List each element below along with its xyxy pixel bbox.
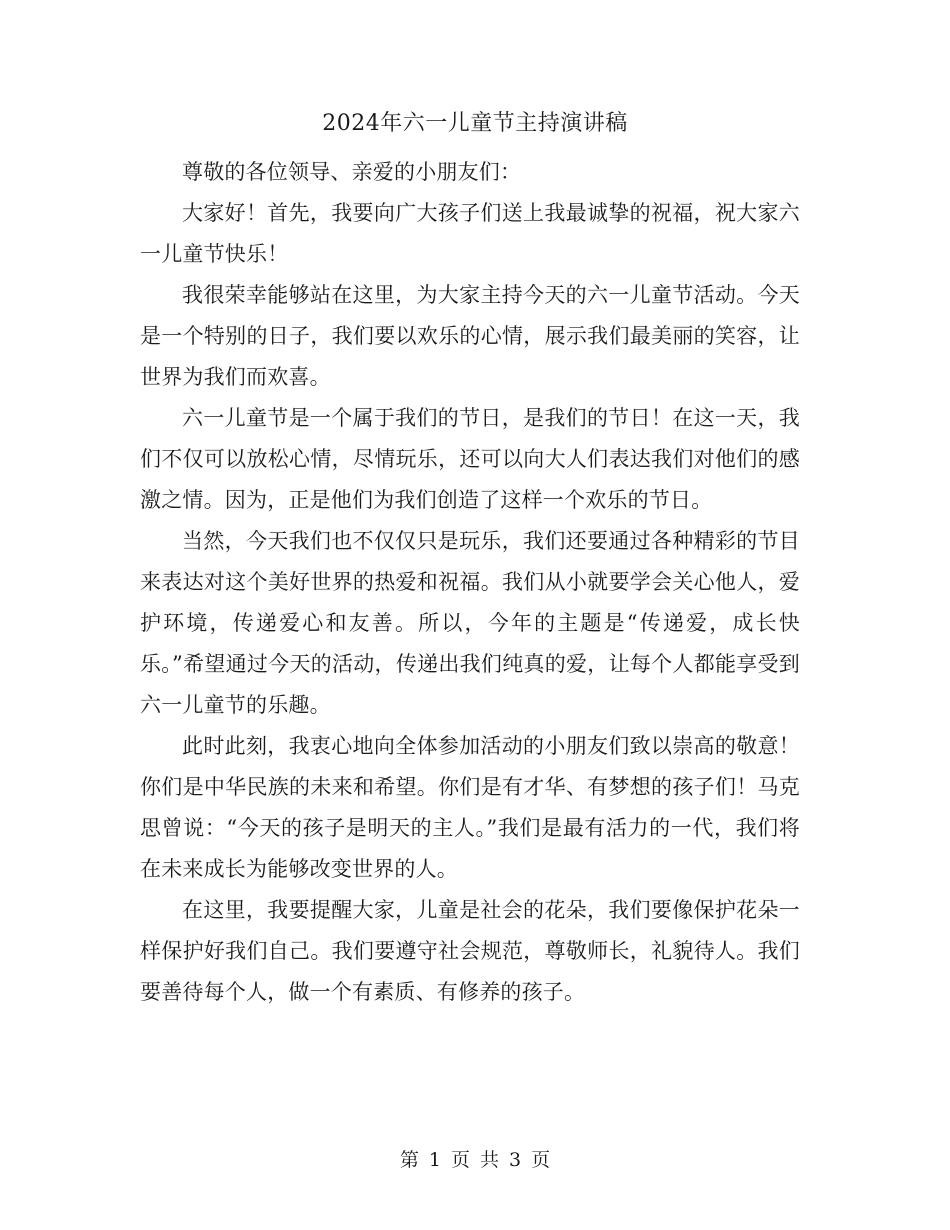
paragraph-theme: 当然，今天我们也不仅仅只是玩乐，我们还要通过各种精彩的节目来表达对这个美好世界的热爱和祝福。我们从小就要学会关心他人，爱护环境，传递爱心和友善。所以，今年的主题是“传递爱，成长快乐。”希望通过今天的活动，传递出我们纯真的爱，让每个人都能享受到六一儿童节的乐趣。 <box>140 529 800 717</box>
paragraph-reminder: 在这里，我要提醒大家，儿童是社会的花朵，我们要像保护花朵一样保护好我们自己。我们要遵守社会规范，尊敬师长，礼貌待人。我们要善待每个人，做一个有素质、有修养的孩子。 <box>140 898 800 1004</box>
page-footer: 第 1 页 共 3 页 <box>399 1149 551 1171</box>
paragraph-honor: 我很荣幸能够站在这里，为大家主持今天的六一儿童节活动。今天是一个特别的日子，我们要以欢乐的心情，展示我们最美丽的笑容，让世界为我们而欢喜。 <box>140 283 800 389</box>
paragraph-salutation: 尊敬的各位领导、亲爱的小朋友们： <box>182 160 522 184</box>
document-title: 2024年六一儿童节主持演讲稿 <box>322 111 628 136</box>
document-body <box>140 152 800 1013</box>
paragraph-greeting: 大家好！首先，我要向广大孩子们送上我最诚挚的祝福，祝大家六一儿童节快乐！ <box>140 201 800 266</box>
paragraph-respect: 此时此刻，我衷心地向全体参加活动的小朋友们致以崇高的敬意！你们是中华民族的未来和希望。你们是有才华、有梦想的孩子们！马克思曾说：“今天的孩子是明天的主人。”我们是最有活力的一代，我们将在未来成长为能够改变世界的人。 <box>140 734 800 881</box>
paragraph-festival: 六一儿童节是一个属于我们的节日，是我们的节日！在这一天，我们不仅可以放松心情，尽情玩乐，还可以向大人们表达我们对他们的感激之情。因为，正是他们为我们创造了这样一个欢乐的节日。 <box>140 406 800 512</box>
